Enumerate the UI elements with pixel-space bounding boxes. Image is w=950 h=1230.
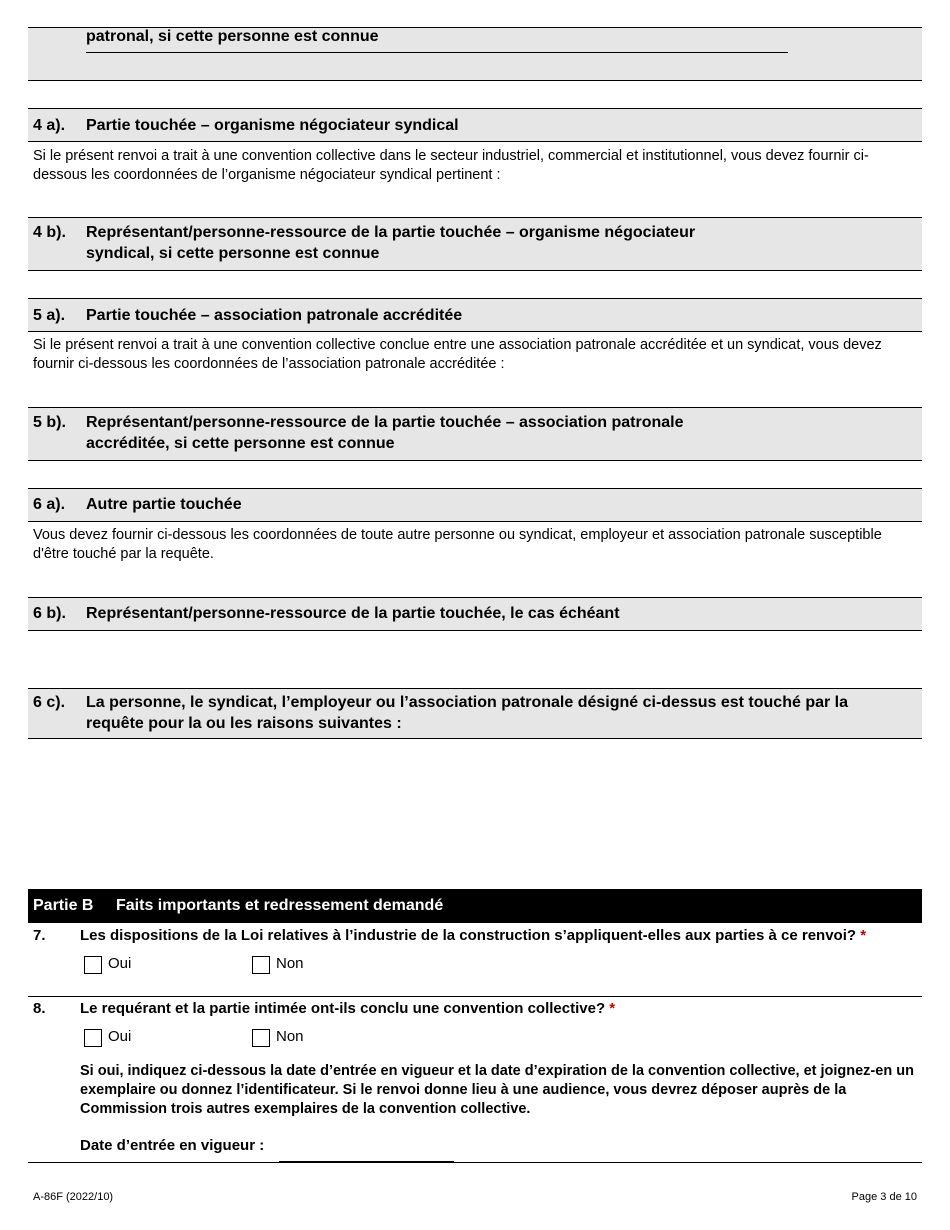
section-6a-header [28, 488, 922, 522]
part-b-label: Partie B [33, 897, 94, 914]
section-5a-header [28, 298, 922, 332]
section-4b-title-line1: Représentant/personne-ressource de la partie touchée – organisme négociateur [86, 224, 696, 241]
section-4a-title: Partie touchée – organisme négociateur syndical [86, 117, 459, 134]
section-5b-header [28, 407, 922, 461]
section-4b-title-line2: syndical, si cette personne est connue [86, 245, 380, 262]
q8-non-checkbox[interactable] [252, 1029, 270, 1047]
q7-separator [28, 996, 922, 997]
q8-question [80, 1000, 615, 1017]
q7-question-text: Les dispositions de la Loi relatives à l’industrie de la construction s’appliquent-elles aux parties à ce renvoi? [80, 927, 857, 944]
section-6c-header [28, 688, 922, 739]
section-6b-title: Représentant/personne-ressource de la partie touchée, le cas échéant [86, 605, 620, 622]
section-3b-band [28, 27, 922, 81]
q7-non-label: Non [276, 955, 304, 972]
section-4a-instructions: Si le présent renvoi a trait à une convention collective dans le secteur industriel, commercial et institutionnel, vous devez fournir ci-dessous les coordonnées de l’organisme négociateur syndical pertinent : [33, 148, 869, 183]
section-6a-title: Autre partie touchée [86, 496, 242, 513]
section-3b-underline [86, 52, 788, 53]
q7-oui-label: Oui [108, 955, 132, 972]
section-4a-number: 4 a). [33, 117, 66, 134]
q7-required-mark: * [860, 927, 867, 944]
q8-required-mark: * [609, 1000, 616, 1017]
q8-oui-label: Oui [108, 1028, 132, 1045]
section-6b-number: 6 b). [33, 605, 66, 622]
footer-page-number: Page 3 de 10 [851, 1191, 917, 1203]
q7-question [80, 927, 866, 944]
part-b-header [28, 889, 922, 923]
section-6a-number: 6 a). [33, 496, 66, 513]
section-4b-header [28, 217, 922, 271]
q7-oui-checkbox[interactable] [84, 956, 102, 974]
section-5b-title-line1: Représentant/personne-ressource de la partie touchée – association patronale [86, 414, 684, 431]
page-bottom-rule [28, 1162, 922, 1163]
footer-form-id: A-86F (2022/10) [33, 1191, 114, 1203]
section-4b-number: 4 b). [33, 224, 66, 241]
q8-instructions: Si oui, indiquez ci-dessous la date d’entrée en vigueur et la date d’expiration de la convention collective, et joignez-en un exemplaire ou donnez l’identificateur. Si le renvoi donne lieu à une audience, vous devrez déposer auprès de la Commission trois autres exemplaires de la convention collective. [80, 1063, 914, 1117]
section-5a-title: Partie touchée – association patronale accréditée [86, 307, 463, 324]
q8-effective-date-input[interactable] [279, 1136, 454, 1162]
section-6c-title-line2: requête pour la ou les raisons suivantes : [86, 715, 402, 732]
section-5a-number: 5 a). [33, 307, 66, 324]
section-6b-header [28, 597, 922, 631]
section-5b-number: 5 b). [33, 414, 66, 431]
section-6c-number: 6 c). [33, 694, 66, 711]
q8-effective-date-label: Date d’entrée en vigueur : [80, 1137, 265, 1154]
part-b-title: Faits importants et redressement demandé [116, 897, 444, 914]
q7-non-checkbox[interactable] [252, 956, 270, 974]
q8-oui-checkbox[interactable] [84, 1029, 102, 1047]
section-5b-title-line2: accréditée, si cette personne est connue [86, 435, 395, 452]
section-3b-title-tail: patronal, si cette personne est connue [86, 28, 379, 45]
section-6a-instructions: Vous devez fournir ci-dessous les coordonnées de toute autre personne ou syndicat, employeur et association patronale susceptible d'être touché par la requête. [33, 527, 882, 562]
section-5a-instructions: Si le présent renvoi a trait à une convention collective conclue entre une association patronale accréditée et un syndicat, vous devez fournir ci-dessous les coordonnées de l’association patronale accréditée : [33, 337, 882, 372]
section-4a-header [28, 108, 922, 142]
q8-number: 8. [33, 1000, 46, 1017]
q8-question-text: Le requérant et la partie intimée ont-ils conclu une convention collective? [80, 1000, 606, 1017]
q8-non-label: Non [276, 1028, 304, 1045]
section-6c-title-line1: La personne, le syndicat, l’employeur ou l’association patronale désigné ci-dessus est touché par la [86, 694, 848, 711]
q7-number: 7. [33, 927, 46, 944]
